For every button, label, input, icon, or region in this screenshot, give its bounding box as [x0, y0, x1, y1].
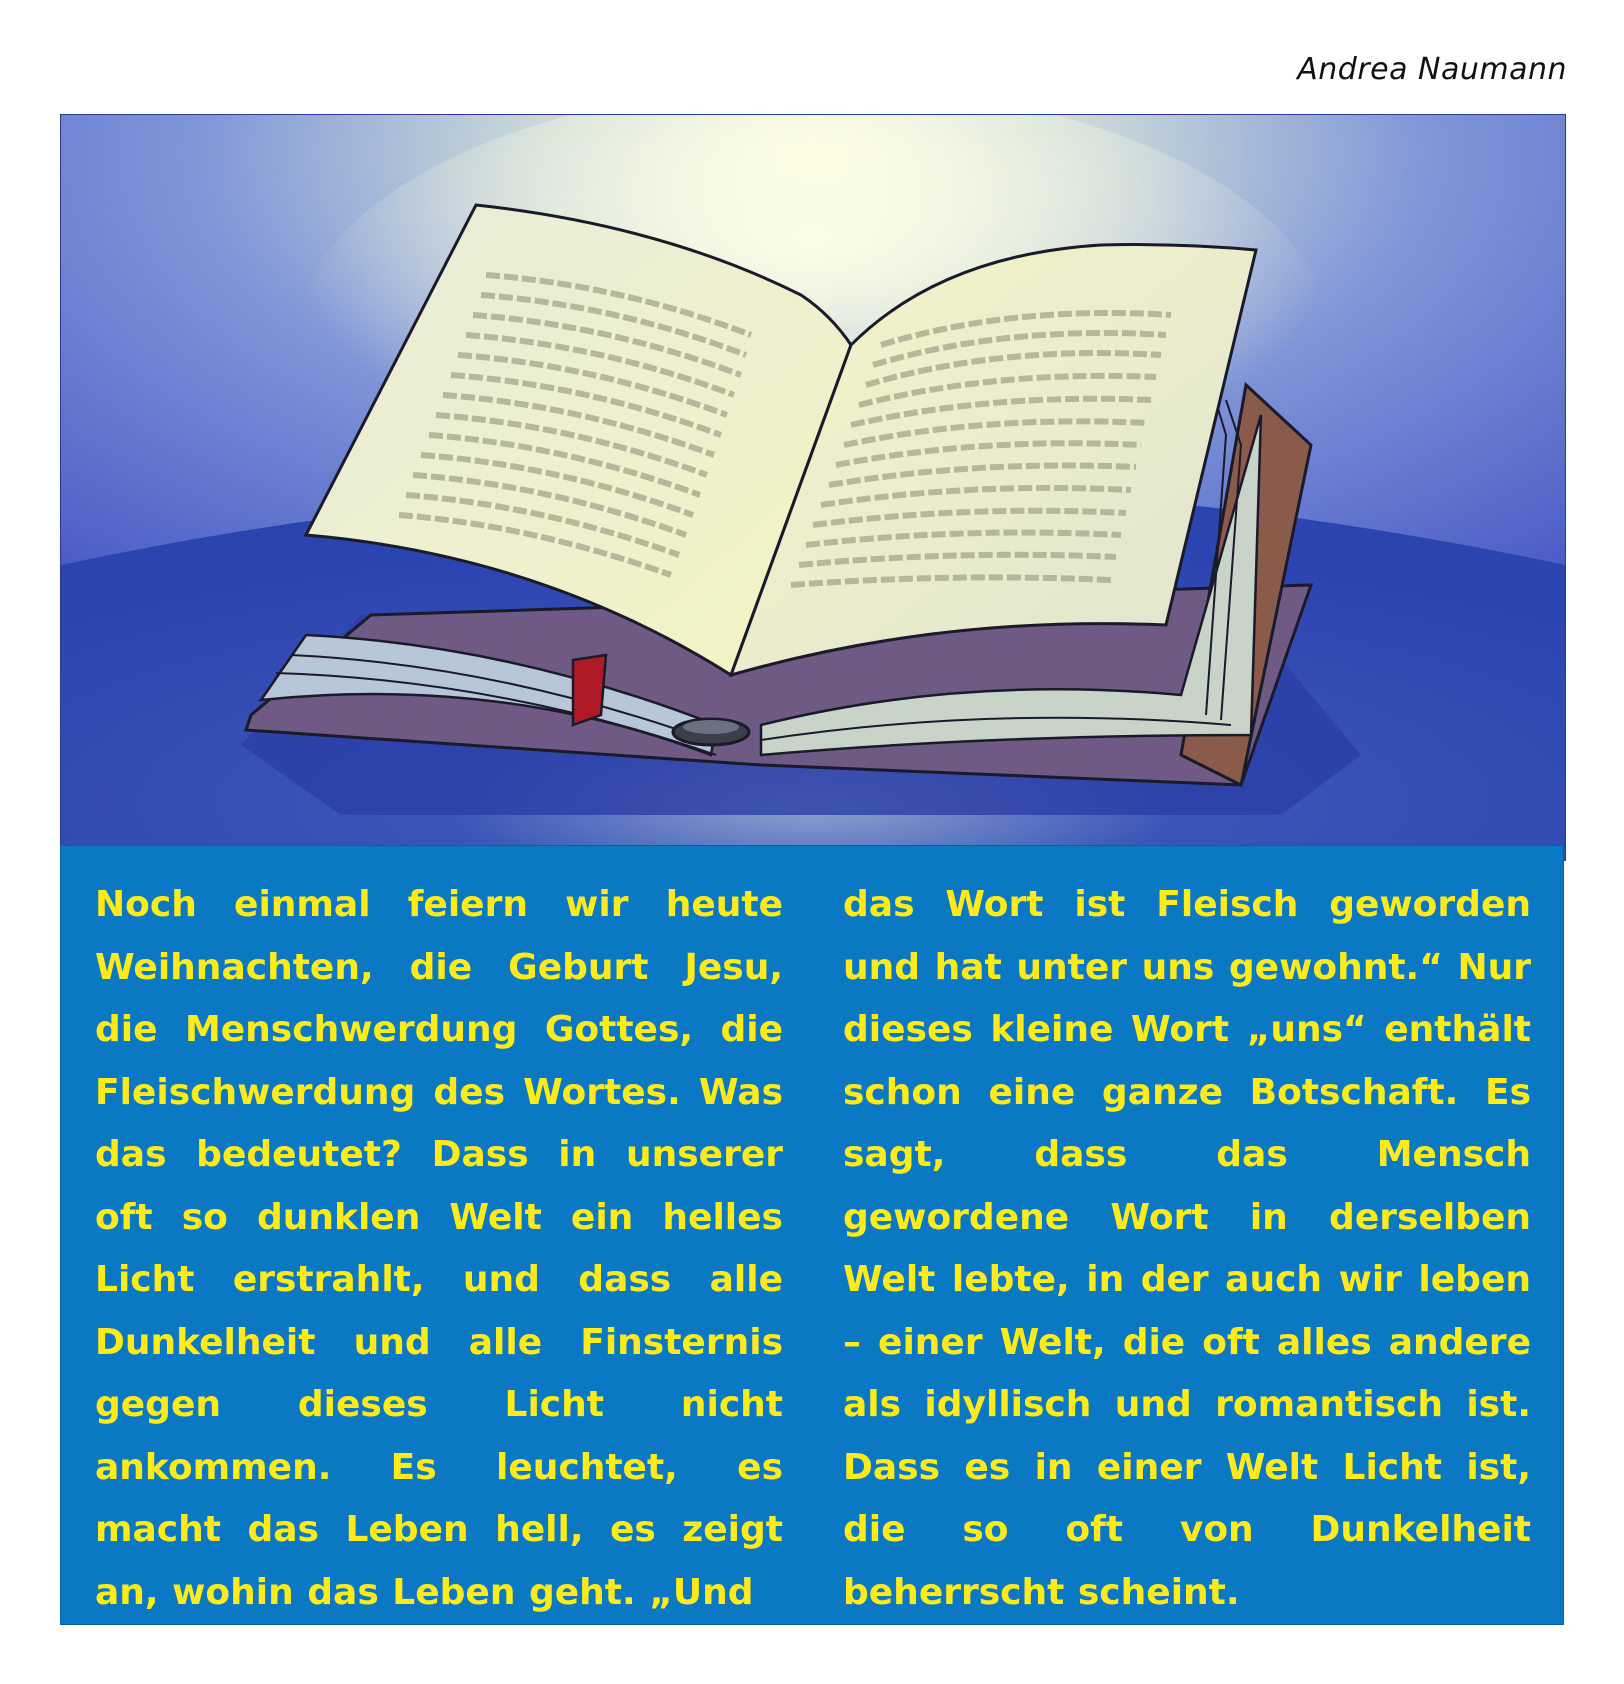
text-column-right	[843, 874, 1531, 1624]
text-column-left	[95, 874, 783, 1624]
open-book-illustration	[60, 114, 1566, 861]
text-panel	[60, 845, 1564, 1625]
author-name: Andrea Naumann	[1297, 52, 1567, 87]
paragraph-right: das Wort ist Fleisch geworden und hat unter uns gewohnt.“ Nur dieses kleine Wort „uns“ enthält schon eine ganze Botschaft. Es sagt, dass das Mensch gewordene Wort in derselben Welt lebte, in der auch wir leben – einer Welt, die oft alles andere als idyllisch und romantisch ist. Dass es in einer Welt Licht ist, die so oft von Dunkelheit beherrscht scheint.	[843, 884, 1531, 1613]
paragraph-left: Noch einmal feiern wir heute Weihnachten, die Geburt Jesu, die Menschwerdung Gottes, die Fleischwerdung des Wortes. Was das bedeutet? Dass in unserer oft so dunklen Welt ein helles Licht erstrahlt, und dass alle Dunkelheit und alle Finsternis gegen dieses Licht nicht ankommen. Es leuchtet, es macht das Leben hell, es zeigt an, wohin das Leben geht. „Und	[95, 884, 783, 1613]
text-columns	[95, 874, 1531, 1624]
